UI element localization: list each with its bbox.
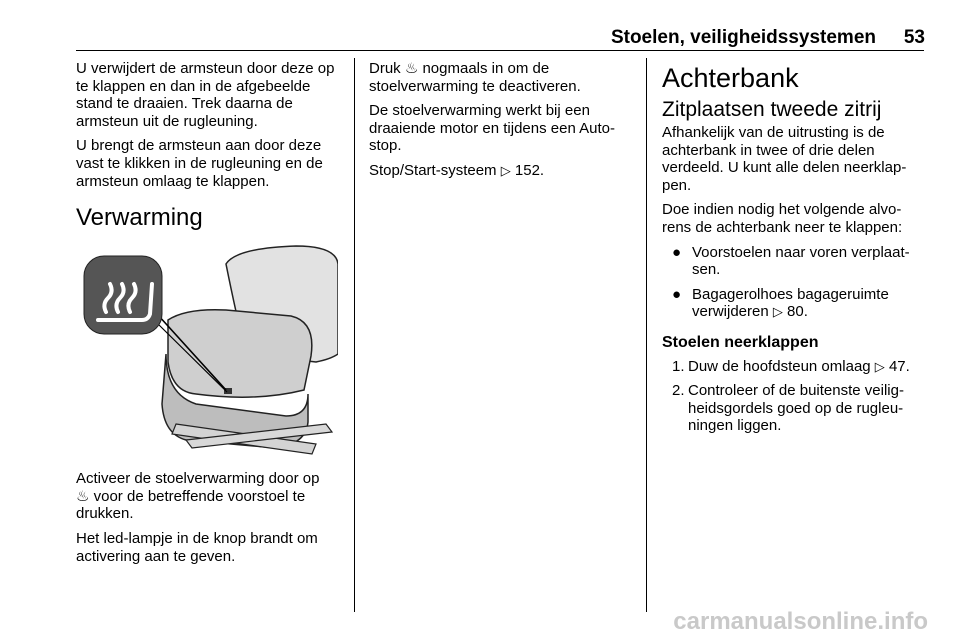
- seat-heating-illustration: [76, 244, 338, 456]
- paragraph-install-armrest: U brengt de armsteun aan door deze vast te klikken in de rugleuning en de armsteun omlaag te klappen.: [76, 137, 323, 190]
- bullet-dot-icon: ●: [672, 243, 682, 261]
- paragraph-before-folding: Doe indien nodig het volgende alvo-rens de achterbank neer te klappen:: [662, 201, 903, 236]
- list-item: 1. Duw de hoofdsteun omlaag ▷ 47.: [672, 357, 910, 375]
- seat-heat-inline-icon: ♨: [404, 60, 419, 77]
- prep-bullet-list: [662, 244, 926, 321]
- list-item: ● Bagagerolhoes bagageruimte verwijderen ▷ 80.: [672, 285, 889, 321]
- list-item: ● Voorstoelen naar voren verplaat-sen.: [672, 243, 910, 279]
- paragraph-deactivate: Druk ♨ nogmaals in om de stoelverwarming te deactiveren.: [369, 60, 581, 95]
- paragraph-reference-start-stop: Stop/Start-systeem ▷ 152.: [369, 161, 545, 179]
- footer-watermark: carmanualsonline.info: [673, 608, 928, 635]
- section-heading-heating: Verwarming: [76, 204, 203, 232]
- paragraph-engine-condition: De stoelverwarming werkt bij een draaiende motor en tijdens een Auto-stop.: [369, 102, 615, 155]
- subheading-fold-seats: Stoelen neerklappen: [662, 333, 819, 351]
- paragraph-remove-armrest: U verwijdert de armsteun door deze op te klappen en dan in de afgebeelde stand te draaien. Trek daarna de armsteun uit de rugleuning.: [76, 60, 335, 130]
- section-heading-rear-seat: Achterbank: [662, 63, 799, 93]
- page-number: 53: [903, 27, 925, 48]
- page-reference-arrow-icon: ▷: [874, 358, 885, 374]
- column-1: [76, 60, 346, 572]
- column-divider-2: [646, 58, 647, 612]
- column-3: [662, 60, 926, 442]
- seat-heat-inline-icon: ♨: [76, 487, 90, 505]
- header-rule: [76, 50, 924, 51]
- list-item: 2. Controleer of de buitenste veilig-heidsgordels goed op de rugleu-ningen liggen.: [672, 382, 904, 435]
- bullet-dot-icon: ●: [672, 285, 682, 303]
- column-2: [369, 60, 637, 187]
- paragraph-activate-heating: Activeer de stoelverwarming door op ♨ voor de betreffende voorstoel te drukken.: [76, 470, 320, 523]
- page-reference-arrow-icon: ▷: [772, 304, 783, 320]
- column-divider-1: [354, 58, 355, 612]
- header-title: Stoelen, veiligheidssystemen: [610, 27, 876, 48]
- page-reference-arrow-icon: ▷: [500, 162, 511, 178]
- subheading-second-row: Zitplaatsen tweede zitrij: [662, 98, 882, 121]
- paragraph-rear-seat-intro: Afhankelijk van de uitrusting is de achterbank in twee of drie delen verdeeld. U kunt alle delen neerklap-pen.: [662, 124, 907, 194]
- paragraph-led-indicator: Het led-lampje in de knop brandt om activering aan te geven.: [76, 529, 318, 565]
- fold-steps-list: [662, 358, 926, 435]
